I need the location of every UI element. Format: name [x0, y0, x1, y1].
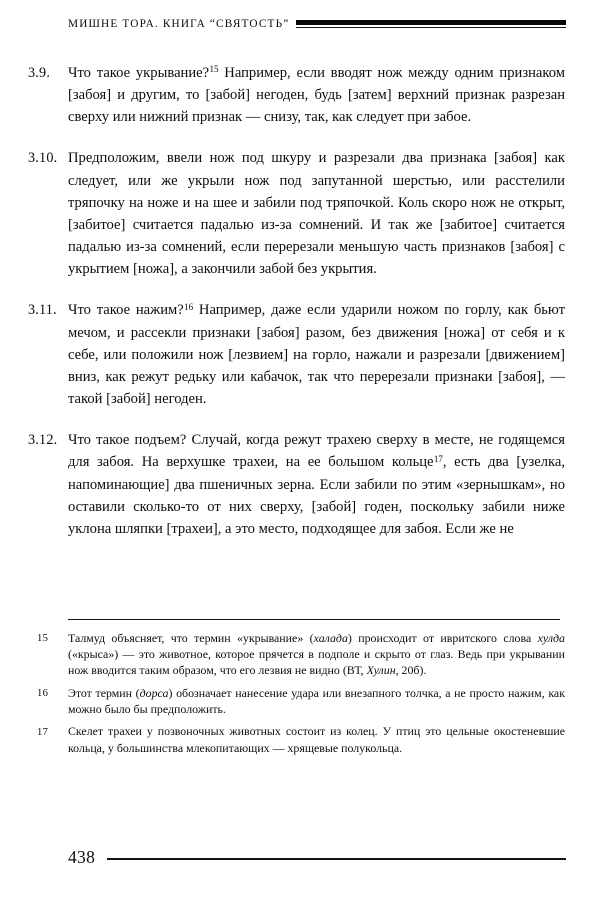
footnote-item [28, 723, 565, 755]
footnote-text-run: Скелет трахеи у позвоночных животных состоит из колец. У птиц это цельные окостеневшие кольца, у большинства млекопитающих — хрящевые полукольца. [68, 724, 565, 755]
footnote-separator-rule [68, 619, 560, 620]
footnote-term-italic: дорса [139, 685, 169, 700]
halakha-text-lead: Что такое нажим? [68, 302, 184, 319]
footnote-reference-marker[interactable]: 15 [209, 64, 219, 75]
footnote-text [68, 686, 565, 716]
footnote-term-italic: Хулин [366, 663, 396, 678]
halakha-text-lead: Предположим, ввели нож под шкуру и разрезали два признака [забоя] как следует, или же укрыли нож под запутанной шерстью, или расстелили тряпочку на ноже и на шее и забили под тряпочкой. Коль скоро нож не открыт, [забитое] считается падалью из-за сомнений. И так же [забитое] считается падалью из-за сомнений, если перерезали меньшую часть признаков [забоя] с укрытием [ножа], а закончили забой без укрытия. [68, 150, 565, 278]
footnote-text-run: Талмуд объясняет, что термин «укрывание» ( [68, 631, 314, 645]
page-number: 438 [68, 847, 96, 867]
running-head-rule [296, 20, 566, 29]
halakha-paragraph [28, 147, 565, 280]
halakha-number: 3.12. [28, 432, 58, 449]
halakha-text [68, 429, 565, 540]
halakha-text-lead: Что такое укрывание? [68, 65, 210, 81]
halakha-paragraph [28, 299, 565, 410]
halakha-number: 3.11. [28, 302, 57, 319]
running-head-title: МИШНЕ ТОРА. КНИГА “СВЯТОСТЬ” [68, 18, 290, 30]
footnote-term-italic: халада [313, 631, 348, 645]
halakha-paragraph [28, 429, 565, 540]
halakha-text-rest: , есть два [узелка, напоминающие] два пшеничных зерна. Если забили по этим «зернышкам», но оставили сколько-то от них сверху, [забой] годен, поскольку забили ниже уклона шляпки [трахеи], а это место, подходящее для забоя. Если же не [68, 454, 565, 537]
footnote-text-run: («крыса») — это животное, которое прячется в подполе и скрыто от глаз. Ведь при укрывании нож вводится таким образом, что его лезвия не видно (ВТ, [68, 647, 565, 678]
footnote-item [28, 685, 565, 717]
footnote-term-italic: хулда [537, 631, 565, 645]
footnote-text-run: ) обозначает нанесение удара или внезапного толчка, а не просто нажим, как можно было бы предположить. [68, 685, 565, 716]
running-head [68, 18, 566, 30]
footnote-number[interactable]: 15 [37, 633, 49, 645]
footnote-number[interactable]: 16 [37, 688, 49, 700]
folio [68, 847, 566, 868]
footnote-reference-marker[interactable]: 17 [433, 453, 443, 464]
halakha-text-lead: Что такое подъем? Случай, когда режут трахею сверху в месте, не годящемся для забоя. На верхушке трахеи, на ее большом кольце [68, 432, 565, 471]
folio-rule [107, 858, 566, 859]
halakha-number: 3.9. [28, 65, 51, 81]
footnote-list [28, 630, 565, 756]
halakha-paragraph [28, 62, 565, 128]
footnote-text-run: ) происходит от ивритского слова [347, 631, 538, 645]
halakha-text [68, 299, 565, 410]
halakha-text-rest: Например, если вводят нож между одним признаком [забоя] и другим, то [забой] негоден, будь [затем] верхний признак разрезан сверху или нижний признак — снизу, так, как следует при забое. [68, 65, 565, 126]
body-text-block [28, 62, 565, 540]
footnote-text [68, 724, 565, 754]
footnote-reference-marker[interactable]: 16 [184, 301, 194, 312]
footnote-text-run: , 20б). [395, 663, 427, 678]
halakha-text [68, 147, 565, 280]
halakha-text-rest: Например, даже если ударили ножом по горлу, как бьют мечом, и рассекли признаки [забоя] разом, без движения [ножа] от себя и к себе, или положили нож [лезвием] на горло, нажали и разрезали [движением] вниз, как режут редьку или кабачок, так что перерезали признаки [забоя], — такой [забой] негоден. [68, 302, 565, 408]
footnote-text-run: Этот термин ( [68, 685, 140, 700]
footnote-number[interactable]: 17 [37, 726, 49, 738]
footnote-text [68, 631, 565, 677]
halakha-number: 3.10. [28, 150, 58, 167]
footnote-item [28, 630, 565, 678]
halakha-text [68, 62, 565, 128]
